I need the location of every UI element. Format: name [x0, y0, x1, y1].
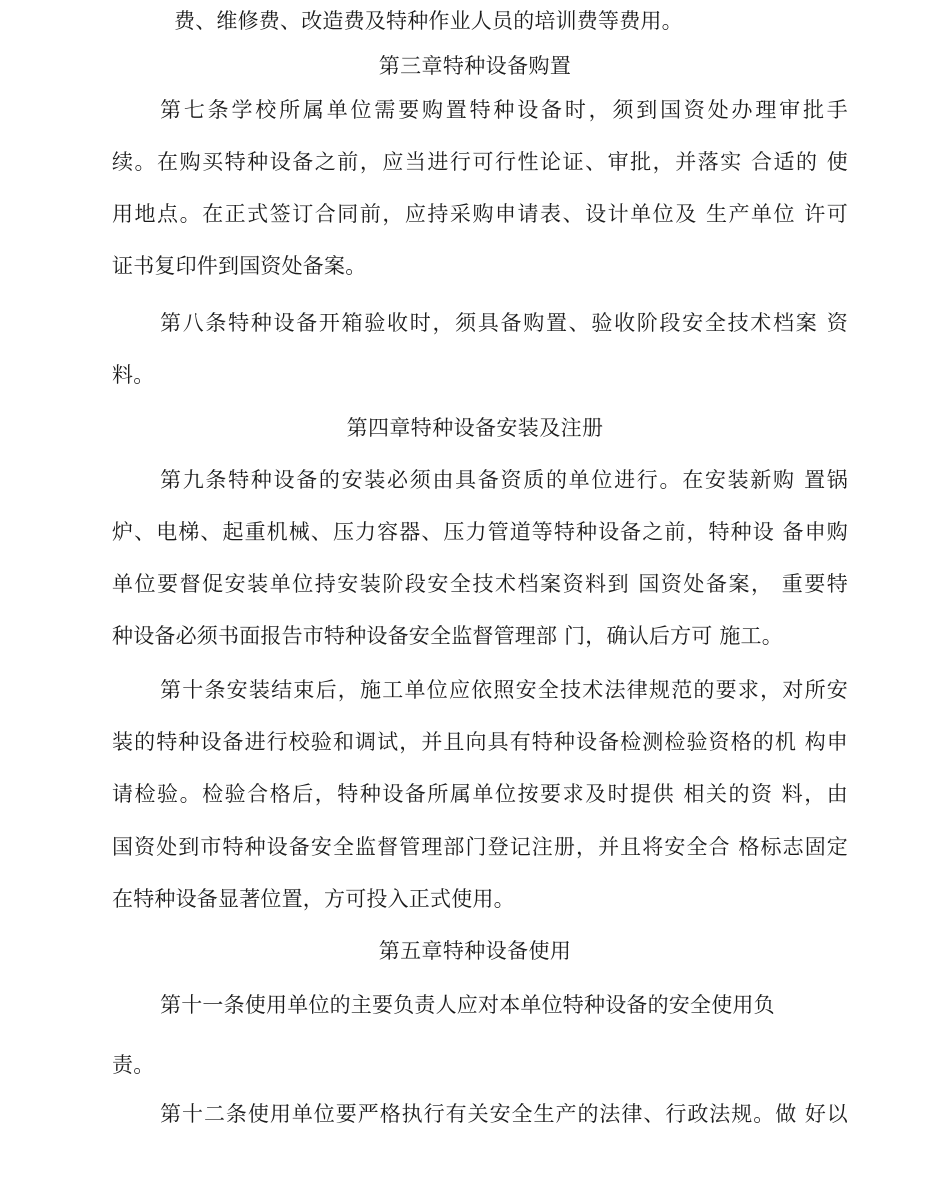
chapter-heading-3: 第三章特种设备购置	[378, 54, 572, 78]
article-7-line-2: 续。在购买特种设备之前，应当进行可行性论证、审批，并落实 合适的 使	[112, 150, 848, 174]
article-7-line-4: 证书复印件到国资处备案。	[112, 254, 367, 278]
article-8-line-1: 第八条特种设备开箱验收时，须具备购置、验收阶段安全技术档案 资	[160, 311, 848, 335]
article-10-line-2: 装的特种设备进行校验和调试，并且向具有特种设备检测检验资格的机 构申	[112, 730, 848, 754]
chapter-heading-5: 第五章特种设备使用	[378, 939, 572, 963]
article-9-line-3: 单位要督促安装单位持安装阶段安全技术档案资料到 国资处备案， 重要特	[112, 572, 848, 596]
article-11-line-1: 第十一条使用单位的主要负责人应对本单位特种设备的安全使用负	[160, 993, 775, 1017]
article-8-line-2: 料。	[112, 363, 155, 387]
article-7-line-1: 第七条学校所属单位需要购置特种设备时，须到国资处办理审批手	[160, 98, 848, 122]
article-9-line-4: 种设备必须书面报告市特种设备安全监督管理部 门，确认后方可 施工。	[112, 624, 783, 648]
article-9-line-1: 第九条特种设备的安装必须由具备资质的单位进行。在安装新购 置锅	[160, 468, 848, 492]
article-7-line-3: 用地点。在正式签订合同前，应持采购申请表、设计单位及 生产单位 许可	[112, 202, 848, 226]
chapter-heading-4: 第四章特种设备安装及注册	[346, 416, 604, 440]
article-9-line-2: 炉、电梯、起重机械、压力容器、压力管道等特种设备之前，特种设 备申购	[112, 520, 848, 544]
paragraph-line: 费、维修费、改造费及特种作业人员的培训费等费用。	[174, 9, 683, 33]
article-10-line-3: 请检验。检验合格后，特种设备所属单位按要求及时提供 相关的资 料，由	[112, 782, 848, 806]
article-10-line-1: 第十条安装结束后，施工单位应依照安全技术法律规范的要求，对所安	[160, 678, 848, 702]
article-10-line-5: 在特种设备显著位置，方可投入正式使用。	[112, 887, 515, 911]
article-10-line-4: 国资处到市特种设备安全监督管理部门登记注册，并且将安全合 格标志固定	[112, 835, 848, 859]
article-11-line-2: 责。	[112, 1053, 155, 1077]
article-12-line-1: 第十二条使用单位要严格执行有关安全生产的法律、行政法规。做 好以	[160, 1102, 848, 1126]
